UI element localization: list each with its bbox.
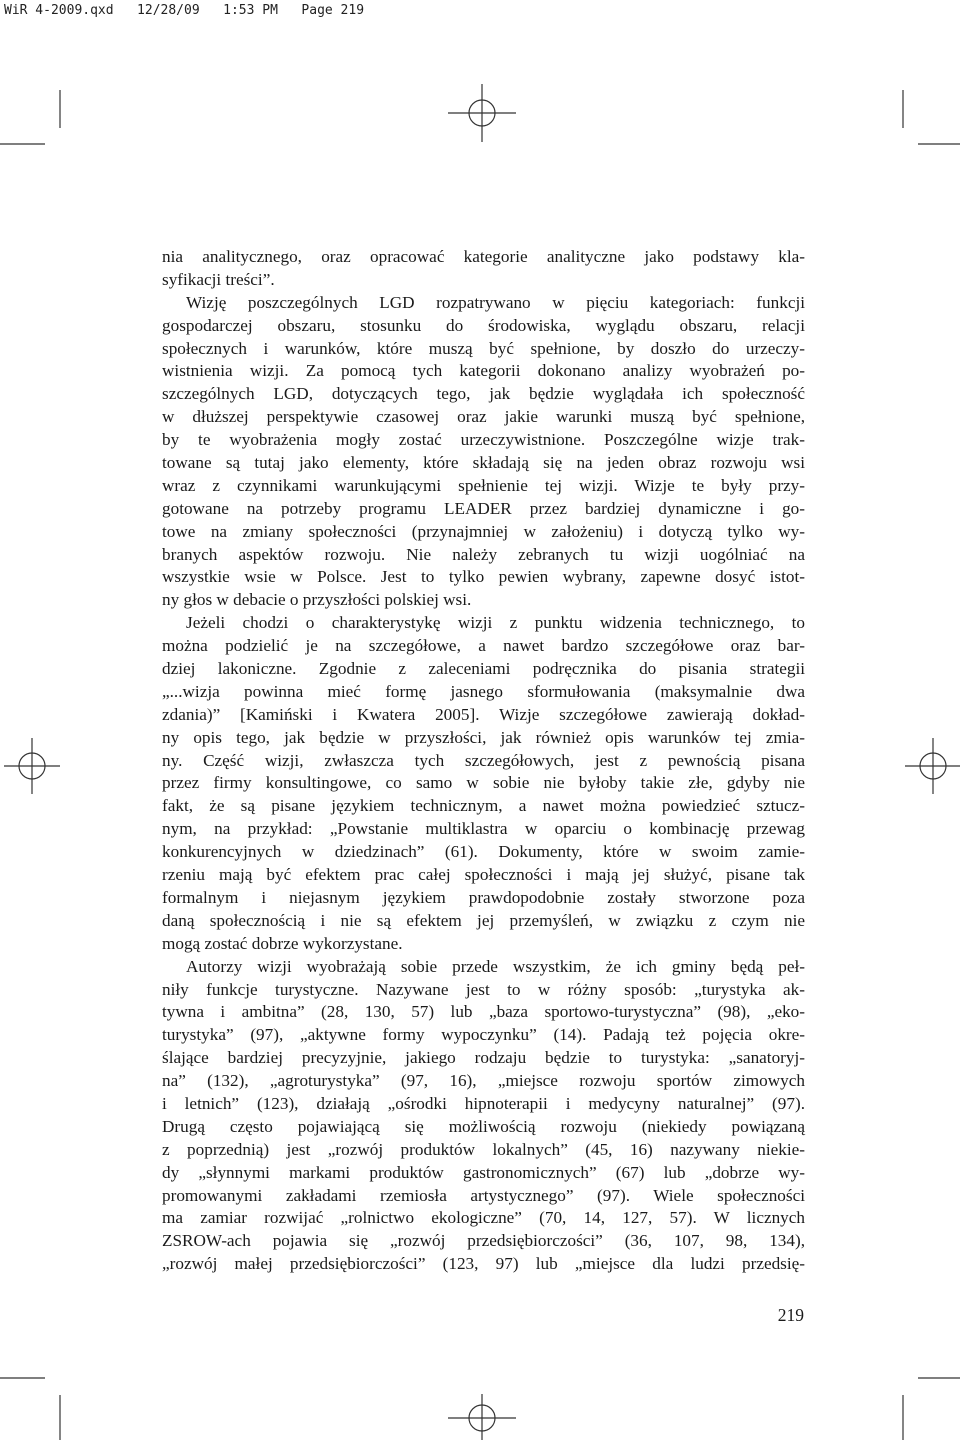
text-line: gospodarczej obszaru, stosunku do środowiska, wyglądu obszaru, relacji — [162, 315, 805, 335]
text-line: by te wyobrażenia mogły zostać urzeczywistnione. Poszczególne wizje trak- — [162, 430, 805, 450]
text-line: tywna i ambitna” (28, 130, 57) lub „baza sportowo-turystyczna” (98), „eko- — [162, 1002, 805, 1022]
text-line: ma zamiar rozwijać „rolnictwo ekologiczne” (70, 14, 127, 57). W licznych — [162, 1208, 805, 1228]
registration-mark-left — [4, 738, 60, 794]
print-slug: WiR 4-2009.qxd 12/28/09 1:53 PM Page 219 — [4, 3, 365, 18]
registration-mark-right — [905, 738, 960, 794]
text-line: Wizję poszczególnych LGD rozpatrywano w pięciu kategoriach: funkcji — [186, 292, 805, 312]
text-line: Jeżeli chodzi o charakterystykę wizji z punktu widzenia technicznego, to — [186, 613, 805, 633]
text-line: ny. Część wizji, zwłaszcza tych szczegółowych, jest z pewnością pisana — [162, 750, 805, 770]
text-line: przez firmy konsultingowe, co samo w sobie nie byłoby takie złe, gdyby nie — [162, 773, 805, 793]
text-line: społecznych i warunków, które muszą być spełnione, by doszło do urzeczy- — [162, 338, 805, 358]
text-line: wraz z czynnikami warunkującymi spełnienie tej wizji. Wizje te były przy- — [162, 475, 805, 495]
text-line: zdania)” [Kamiński i Kwatera 2005]. Wizje szczegółowe zawierają dokład- — [162, 704, 805, 724]
text-line: mogą zostać dobrze wykorzystane. — [162, 933, 403, 953]
text-line: ny opis tego, jak będzie w przyszłości, jak również opis warunków tej zmia- — [162, 727, 805, 747]
text-line: towe na zmiany społeczności (przynajmniej w założeniu) i dotyczą tylko wy- — [162, 521, 805, 541]
text-line: towane są tutaj jako elementy, które składają się na jeden obraz rozwoju wsi — [162, 453, 805, 473]
text-line: daną społecznością i nie są efektem jej przemyśleń, w związku z czym nie — [162, 910, 805, 930]
text-line: Drugą często pojawiającą się możliwością rozwoju (niekiedy powiązaną — [162, 1116, 805, 1136]
text-line: nia analitycznego, oraz opracować kategorie analityczne jako podstawy kla- — [162, 247, 805, 266]
text-line: promowanymi zakładami rzemiosła artystycznego” (97). Wiele społeczności — [162, 1185, 805, 1205]
text-line: ZSROW-ach pojawia się „rozwój przedsiębiorczości” (36, 107, 98, 134), — [162, 1231, 805, 1251]
text-line: „...wizja powinna mieć formę jasnego sformułowania (maksymalnie dwa — [162, 681, 805, 701]
text-line: wistnienia wizji. Za pomocą tych kategorii dokonano analizy wyobrażeń po- — [162, 361, 805, 381]
text-line: turystyka” (97), „aktywne formy wypoczynku” (14). Padają też pojęcia okre- — [162, 1025, 805, 1045]
text-line: rzeniu mają być efektem prac całej społeczności i mają jej służyć, pisane tak — [162, 865, 805, 885]
text-line: szczególnych LGD, dotyczących tego, jak będzie wyglądała ich społeczność — [162, 384, 805, 404]
text-line: i letnich” (123), działają „ośrodki hipnoterapii i medycyny naturalnej” (97). — [162, 1093, 805, 1113]
text-line: niły funkcje turystyczne. Nazywane jest to w różny sposób: „turystyka ak- — [162, 979, 805, 999]
text-line: konkurencyjnych w dziedzinach” (61). Dokumenty, które w swoim zamie- — [162, 842, 805, 862]
body-text — [162, 246, 805, 1276]
text-line: na” (132), „agroturystyka” (97, 16), „miejsce rozwoju sportów zimowych — [162, 1071, 805, 1091]
text-line: „rozwój małej przedsiębiorczości” (123, 97) lub „miejsce dla ludzi przedsię- — [162, 1254, 805, 1274]
page-number: 219 — [777, 1305, 804, 1325]
text-line: z poprzednią) jest „rozwój produktów lokalnych” (45, 16) nazywany niekie- — [162, 1139, 805, 1159]
text-line: dy „słynnymi markami produktów gastronomicznych” (67) lub „dobrze wy- — [162, 1162, 805, 1182]
text-line: ślające bardziej precyzyjnie, jakiego rodzaju będzie to turystyka: „sanatoryj- — [162, 1048, 805, 1068]
text-line: syfikacji treści”. — [162, 269, 275, 289]
text-line: wszystkie wsie w Polsce. Jest to tylko pewien wybrany, zapewne dosyć istot- — [162, 567, 805, 587]
text-line: ny głos w debacie o przyszłości polskiej wsi. — [162, 590, 472, 610]
text-line: formalnym i niejasnym językiem prawdopodobnie zostały stworzone poza — [162, 887, 805, 907]
text-line: gotowane na potrzeby programu LEADER przez bardziej dynamiczne i go- — [162, 498, 805, 518]
text-line: fakt, że są pisane językiem technicznym, a nawet można powiedzieć sztucz- — [162, 796, 805, 816]
text-line: Autorzy wizji wyobrażają sobie przede wszystkim, że ich gminy będą peł- — [186, 956, 805, 976]
text-line: branych aspektów rozwoju. Nie należy zebranych tu wizji uogólniać na — [162, 544, 805, 564]
registration-mark-bottom — [448, 1394, 516, 1440]
text-line: dziej lakoniczne. Zgodnie z zaleceniami podręcznika do pisania strategii — [162, 659, 805, 679]
text-line: nym, na przykład: „Powstanie multiklastra w oparciu o kombinację przewag — [162, 819, 805, 839]
text-line: można podzielić je na szczegółowe, a nawet bardzo szczegółowe oraz bar- — [162, 636, 805, 656]
registration-mark-top — [448, 84, 516, 142]
text-line: w dłuższej perspektywie czasowej oraz jakie warunki muszą być spełnione, — [162, 407, 805, 427]
